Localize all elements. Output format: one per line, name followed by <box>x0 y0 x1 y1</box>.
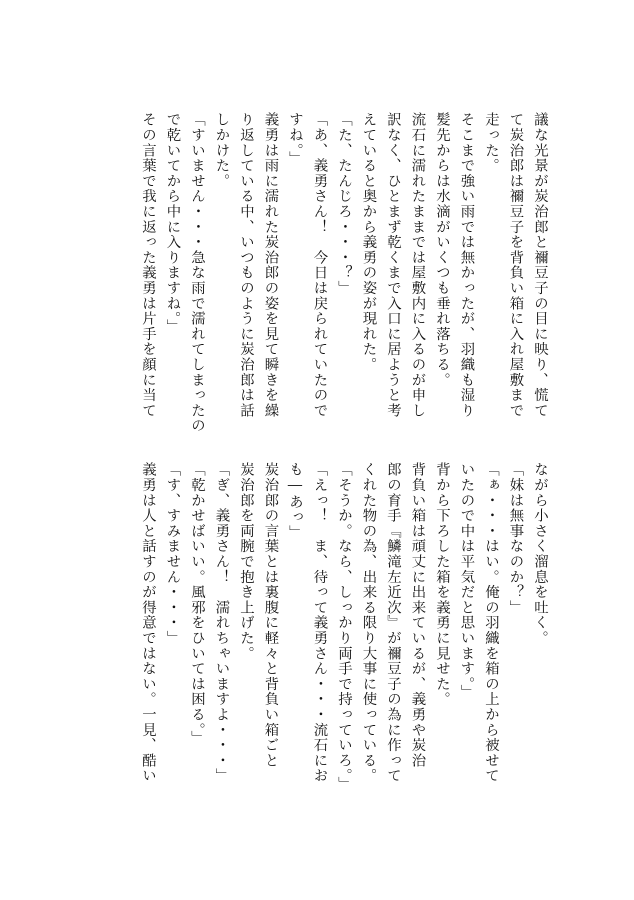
text-line: て炭治郎は禰豆子を背負い箱に入れ屋敷まで <box>507 112 524 418</box>
text-line: 流石に濡れたままでは屋敷内に入るのが申し <box>409 112 426 418</box>
text-line: すね。」 <box>287 112 303 166</box>
text-line: 走った。 <box>483 112 499 174</box>
text-line: 「た、たんじろ・・・？」 <box>336 112 352 296</box>
text-line: いたので中は平気だと思います。」 <box>458 462 475 700</box>
text-line: そこまで強い雨では無かったが、羽織も湿り <box>458 112 475 418</box>
text-line: 炭治郎の言葉とは裏腹に軽々と背負い箱ごと <box>262 462 279 768</box>
text-line: 髪先からは水滴がいくつも垂れ落ちる。 <box>434 112 450 388</box>
text-line: 郎の育手『鱗滝左近次』が禰豆子の為に作って <box>385 462 401 784</box>
lower-text-block <box>92 462 552 802</box>
text-line: 「すいません・・・急な雨で濡れてしまったの <box>189 112 205 434</box>
text-line: 義勇は雨に濡れた炭治郎の姿を見て瞬きを繰 <box>262 112 279 418</box>
text-line: 議な光景が炭治郎と禰豆子の目に映り、慌て <box>532 112 548 418</box>
text-line: 訳なく、ひとまず乾くまで入口に居ようと考 <box>385 112 401 418</box>
text-line: 炭治郎を両腕で抱き上げた。 <box>238 462 254 661</box>
text-line: 「そうか。なら、しっかり両手で持っていろ。」 <box>336 462 352 792</box>
text-line: しかけた。 <box>213 112 230 189</box>
text-line: も―あっ」 <box>287 462 303 541</box>
text-line: 「乾かせばいい。風邪をひいては困る。」 <box>189 462 205 746</box>
upper-text-block <box>92 112 552 452</box>
text-line: り返している中、いつものように炭治郎は話 <box>238 112 254 418</box>
text-line: 「す、すみません・・・」 <box>164 462 181 646</box>
text-line: 背から下ろした箱を義勇に見せた。 <box>434 462 450 707</box>
text-line: 「妹は無事なのか？」 <box>507 462 524 615</box>
text-line: くれた物の為、出来る限り大事に使っている。 <box>360 462 377 784</box>
text-line: えていると奥から義勇の姿が現れた。 <box>360 112 377 373</box>
text-line: その言葉で我に返った義勇は片手を顔に当て <box>140 112 156 418</box>
text-line: 「えっ！ ま、待って義勇さん・・・流石にお <box>311 462 328 784</box>
text-line: 「あ、義勇さん！ 今日は戻られていたので <box>311 112 328 418</box>
text-line: 「ぎ、義勇さん！ 濡れちゃいますよ・・・」 <box>213 462 230 784</box>
text-line: で乾いてから中に入りますね。」 <box>164 112 181 335</box>
text-line: 背負い箱は頑丈に出来ているが、義勇や炭治 <box>409 462 426 768</box>
text-line: 「ぁ・・・はい。俺の羽織を箱の上から被せて <box>483 462 499 784</box>
text-line: 義勇は人と話すのが得意ではない。一見、酷い <box>140 462 156 784</box>
text-line: ながら小さく溜息を吐く。 <box>532 462 548 646</box>
